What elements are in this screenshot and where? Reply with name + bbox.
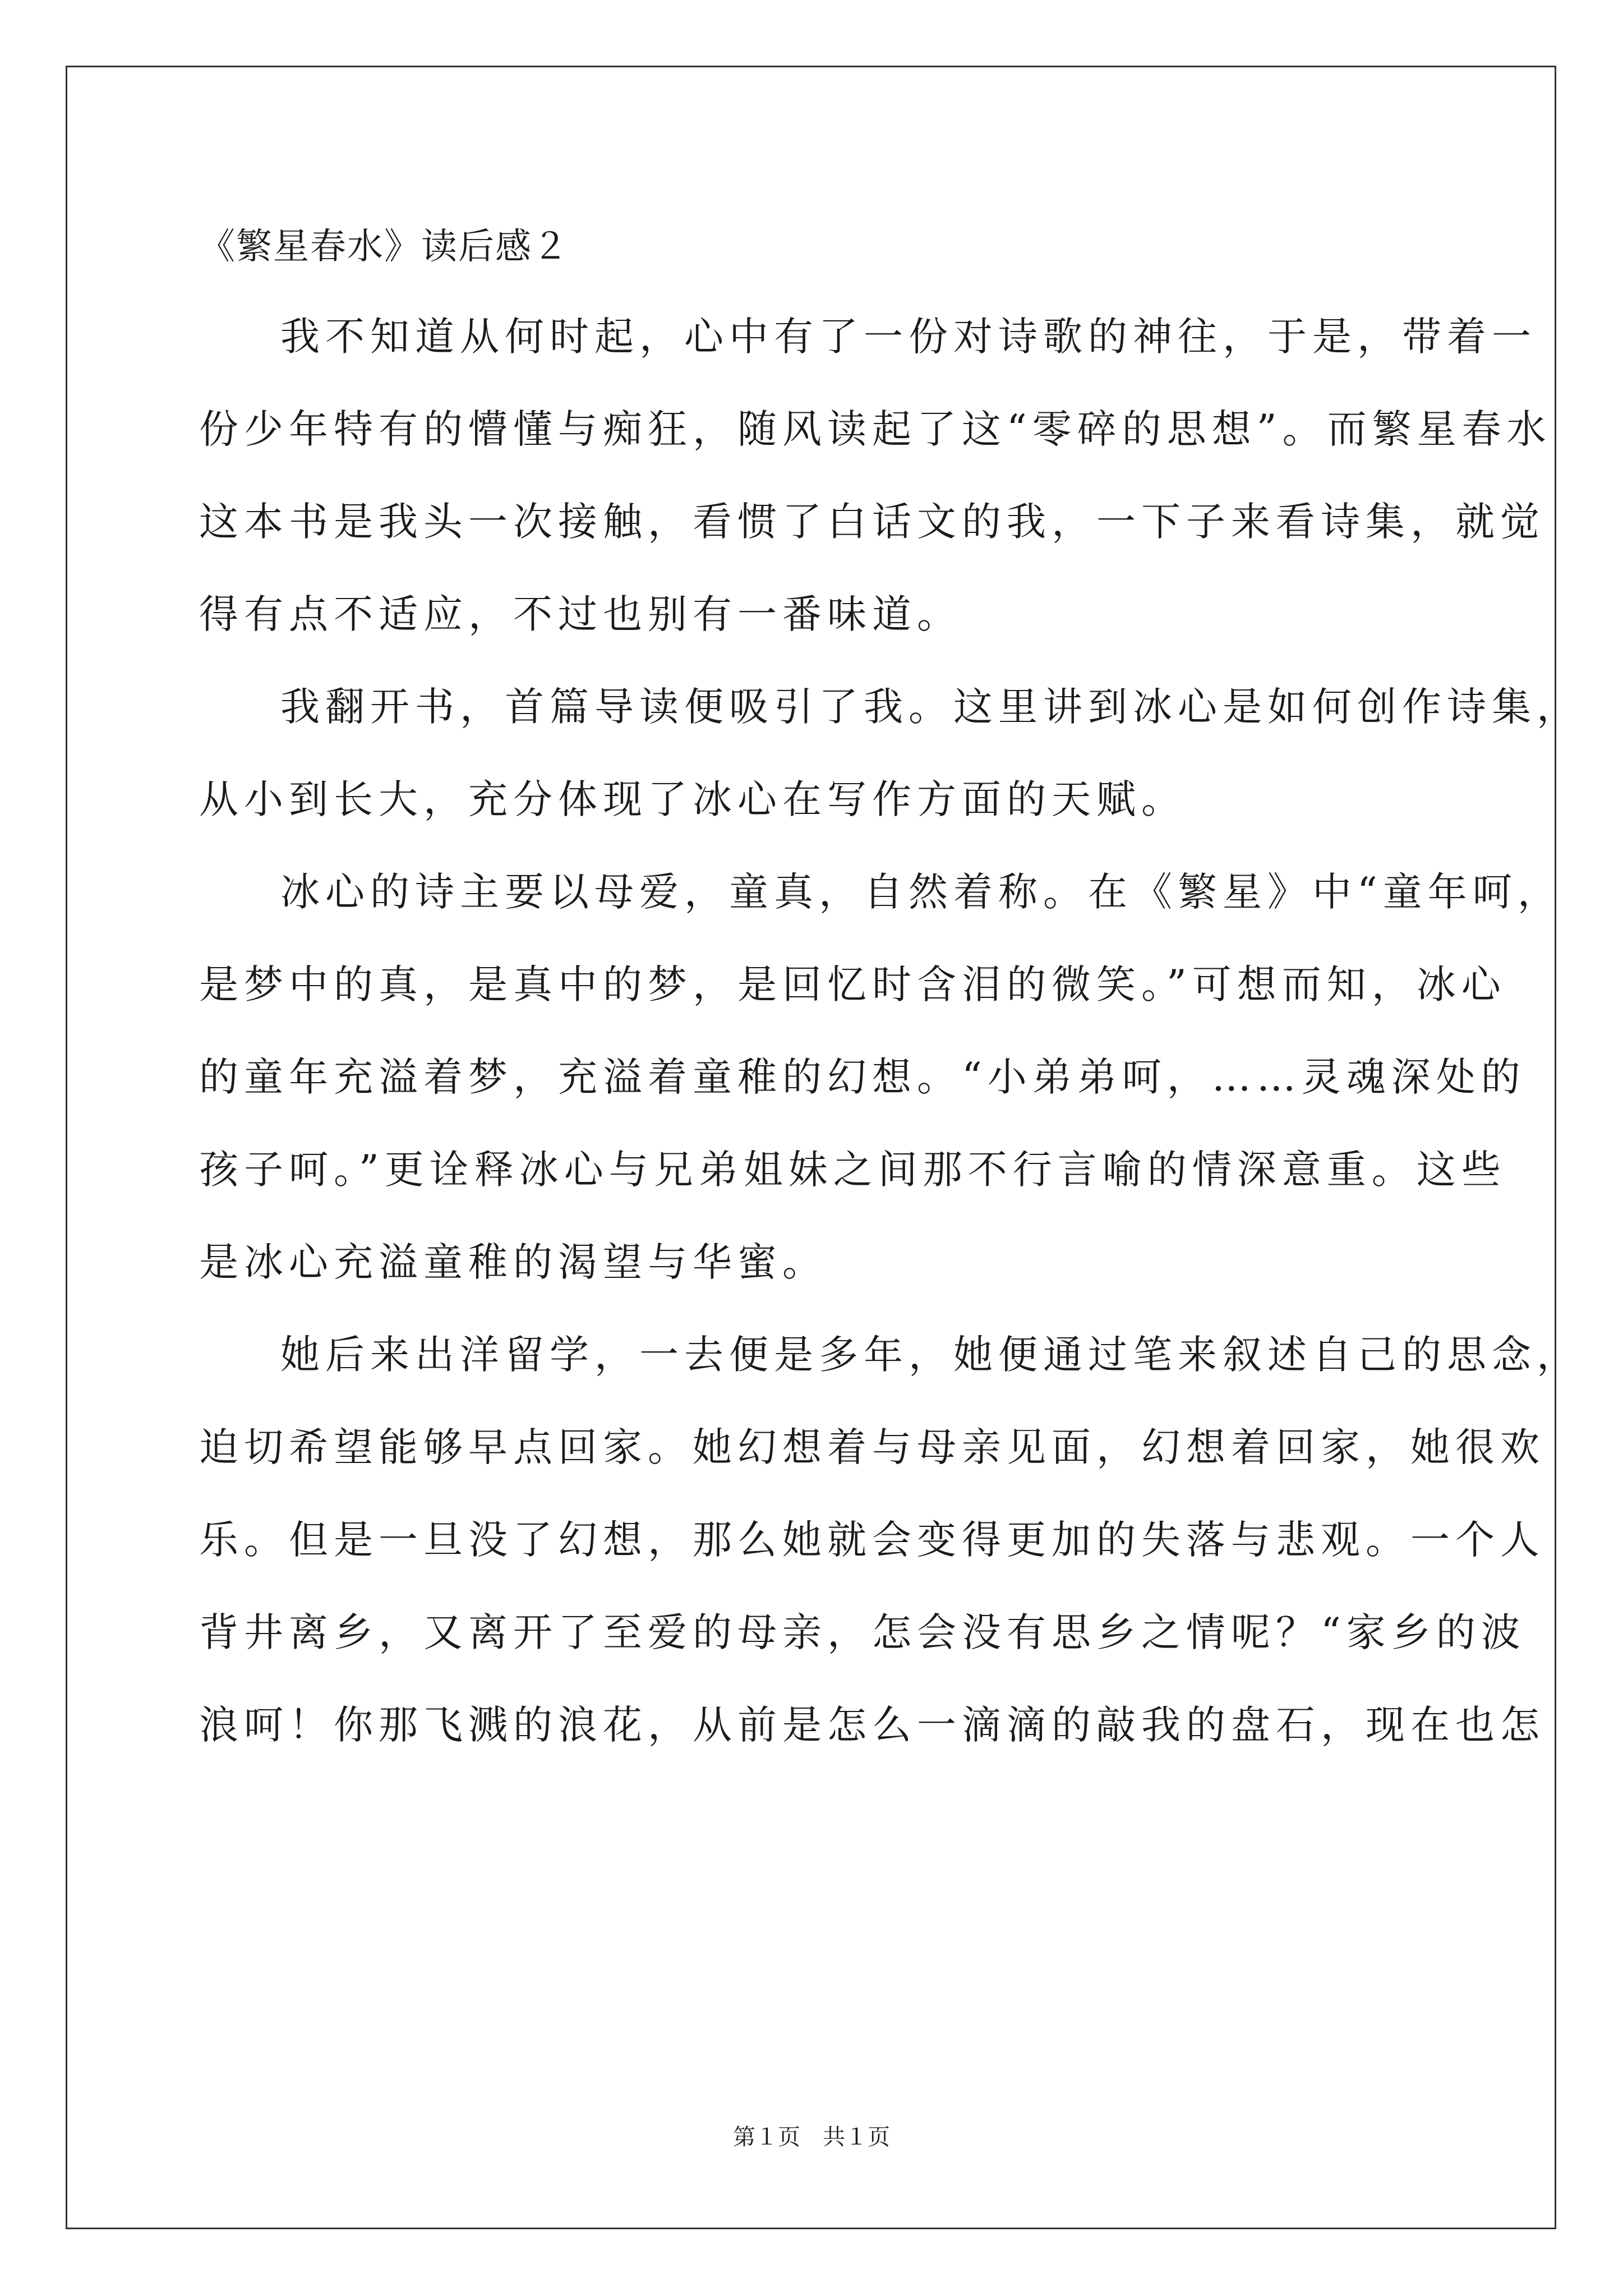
paragraph-line: 是冰心充溢童稚的渴望与华蜜。 xyxy=(199,1239,827,1285)
paragraph-line: 这本书是我头一次接触，看惯了白话文的我，一下子来看诗集，就觉 xyxy=(199,499,1545,545)
paragraph-line: 从小到长大，充分体现了冰心在写作方面的天赋。 xyxy=(199,776,1186,822)
paragraph-line: 得有点不适应，不过也别有一番味道。 xyxy=(199,591,962,637)
paragraph-line: 迫切希望能够早点回家。她幻想着与母亲见面，幻想着回家，她很欢 xyxy=(199,1424,1545,1470)
paragraph-line: 她后来出洋留学，一去便是多年，她便通过笔来叙述自己的思念， xyxy=(280,1332,1581,1378)
paragraph-line: 我翻开书，首篇导读便吸引了我。这里讲到冰心是如何创作诗集， xyxy=(280,684,1581,730)
paragraph-line: 乐。但是一旦没了幻想，那么她就会变得更加的失落与悲观。一个人 xyxy=(199,1517,1545,1563)
paragraph-line: 孩子呵。”更诠释冰心与兄弟姐妹之间那不行言喻的情深意重。这些 xyxy=(199,1147,1506,1193)
document-title: 《繁星春水》读后感２ xyxy=(199,226,569,268)
paragraph-line: 的童年充溢着梦，充溢着童稚的幻想。“小弟弟呵，……灵魂深处的 xyxy=(199,1054,1526,1100)
page-number-footer: 第１页 共１页 xyxy=(733,2124,890,2150)
paragraph-line: 浪呵！你那飞溅的浪花，从前是怎么一滴滴的敲我的盘石，现在也怎 xyxy=(199,1702,1545,1748)
paragraph-line: 份少年特有的懵懂与痴狂，随风读起了这“零碎的思想”。而繁星春水 xyxy=(199,406,1552,452)
paragraph-line: 是梦中的真，是真中的梦，是回忆时含泪的微笑。”可想而知，冰心 xyxy=(199,961,1506,1007)
paragraph-line: 冰心的诗主要以母爱，童真，自然着称。在《繁星》中“童年呵， xyxy=(280,869,1562,915)
paragraph-line: 背井离乡，又离开了至爱的母亲，怎会没有思乡之情呢？“家乡的波 xyxy=(199,1609,1526,1655)
paragraph-line: 我不知道从何时起，心中有了一份对诗歌的神往，于是，带着一 xyxy=(280,314,1537,360)
